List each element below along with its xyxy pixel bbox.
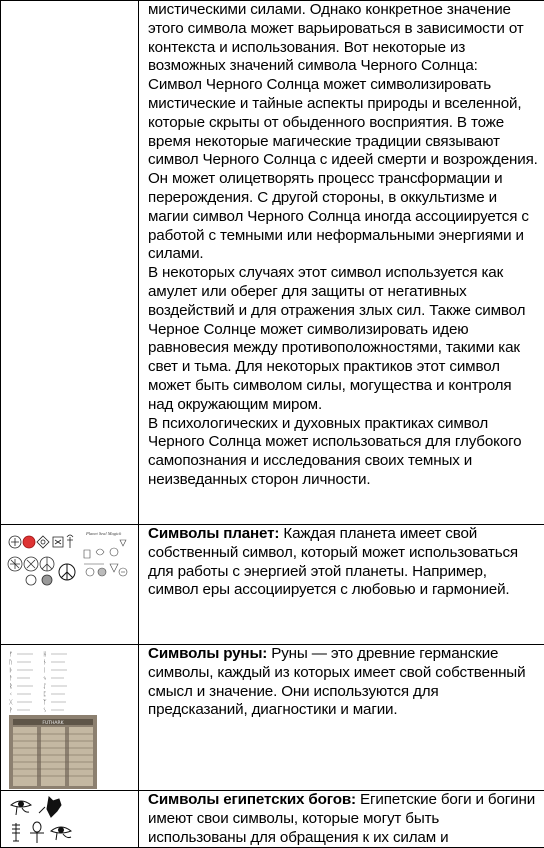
svg-text:ᛃ: ᛃ bbox=[43, 675, 47, 682]
table-row bbox=[1, 525, 544, 645]
svg-text:ᚹ: ᚹ bbox=[9, 707, 13, 714]
paragraph: мистическими силами. Однако конкретное значение этого символа может варьироваться в зависимости от контекста и использования. Вот некоторые из возможных значений символа Черного Солнца: bbox=[148, 1, 538, 76]
egyptian-symbols-image bbox=[7, 793, 81, 845]
svg-text:ᛊ: ᛊ bbox=[43, 707, 47, 714]
table-row bbox=[1, 1, 544, 525]
svg-text:ᛁ: ᛁ bbox=[43, 667, 47, 674]
paragraph: В некоторых случаях этот символ используется как амулет или оберег для защиты от негативных воздействий и для отражения злых сил. Также символ Черное Солнце может символизировать идею равновесия между противоположностями, такими как свет и тьма. Для некоторых практиков этот символ может быть символом силы, могущества и контроля над окружающим миром. bbox=[148, 264, 538, 414]
svg-text:ᛇ: ᛇ bbox=[43, 683, 47, 690]
svg-text:ᚢ: ᚢ bbox=[9, 659, 13, 666]
rune-symbols-text-cell bbox=[139, 645, 544, 791]
rune-chart-image bbox=[5, 647, 101, 791]
svg-text:ᚦ: ᚦ bbox=[9, 667, 13, 674]
rune-symbols-description: Руны — это древние германские символы, каждый из которых имеет свой собственный смысл и значение. Они используются для предсказаний, диагностики и магии. bbox=[148, 645, 525, 718]
rune-symbols-label: Символы руны: bbox=[148, 645, 267, 662]
svg-text:ᚠ: ᚠ bbox=[9, 651, 13, 658]
egyptian-symbols-description: Египетские боги и богини имеют свои символы, которые могут быть использованы для обращения к их силам и bbox=[148, 791, 535, 846]
svg-text:ᚲ: ᚲ bbox=[9, 691, 13, 698]
egyptian-symbols-image-cell bbox=[1, 791, 139, 848]
empty-image-cell bbox=[1, 1, 139, 525]
black-sun-text-cell bbox=[139, 1, 544, 525]
planet-symbols-label: Символы планет: bbox=[148, 525, 279, 542]
svg-text:ᚺ: ᚺ bbox=[43, 651, 47, 658]
egyptian-symbols-label: Символы египетских богов: bbox=[148, 791, 356, 808]
planet-image-caption: Planet Seal Magick bbox=[85, 531, 122, 536]
paragraph bbox=[148, 525, 538, 600]
paragraph bbox=[148, 645, 538, 720]
svg-text:ᛈ: ᛈ bbox=[43, 691, 47, 698]
svg-text:ᚾ: ᚾ bbox=[43, 659, 47, 666]
rune-image-cell bbox=[1, 645, 139, 791]
paragraph: В психологических и духовных практиках символ Черного Солнца может использоваться для глубокого самопознания и исследования своих темных и неизведанных сторон личности. bbox=[148, 415, 538, 490]
svg-text:ᛉ: ᛉ bbox=[43, 699, 47, 706]
paragraph bbox=[148, 791, 538, 847]
table-row bbox=[1, 791, 544, 848]
table-row bbox=[1, 645, 544, 791]
svg-text:ᚱ: ᚱ bbox=[9, 683, 13, 690]
rune-image-caption: FUTHARK bbox=[42, 720, 64, 726]
planet-symbols-description: Каждая планета имеет свой собственный символ, который может использоваться для работы с энергией этой планеты. Например, символ еры ассоциируется с любовью и гармонией. bbox=[148, 525, 518, 598]
svg-text:ᚷ: ᚷ bbox=[9, 699, 13, 706]
egyptian-symbols-text-cell bbox=[139, 791, 544, 848]
planet-symbols-image bbox=[6, 528, 130, 588]
svg-text:ᚨ: ᚨ bbox=[9, 675, 13, 682]
planet-symbols-text-cell bbox=[139, 525, 544, 645]
paragraph: Символ Черного Солнца может символизировать мистические и тайные аспекты природы и вселенной, которые скрыты от обыденного восприятия. В тоже время некоторые магические традиции связывают символ Черного Солнца с идеей смерти и возрождения. Он может олицетворять процесс трансформации и перерождения. С другой стороны, в оккультизме и магии символ Черного Солнца иногда ассоциируется с работой с темными или неформальными энергиями и силами. bbox=[148, 76, 538, 264]
planet-symbols-image-cell bbox=[1, 525, 139, 645]
